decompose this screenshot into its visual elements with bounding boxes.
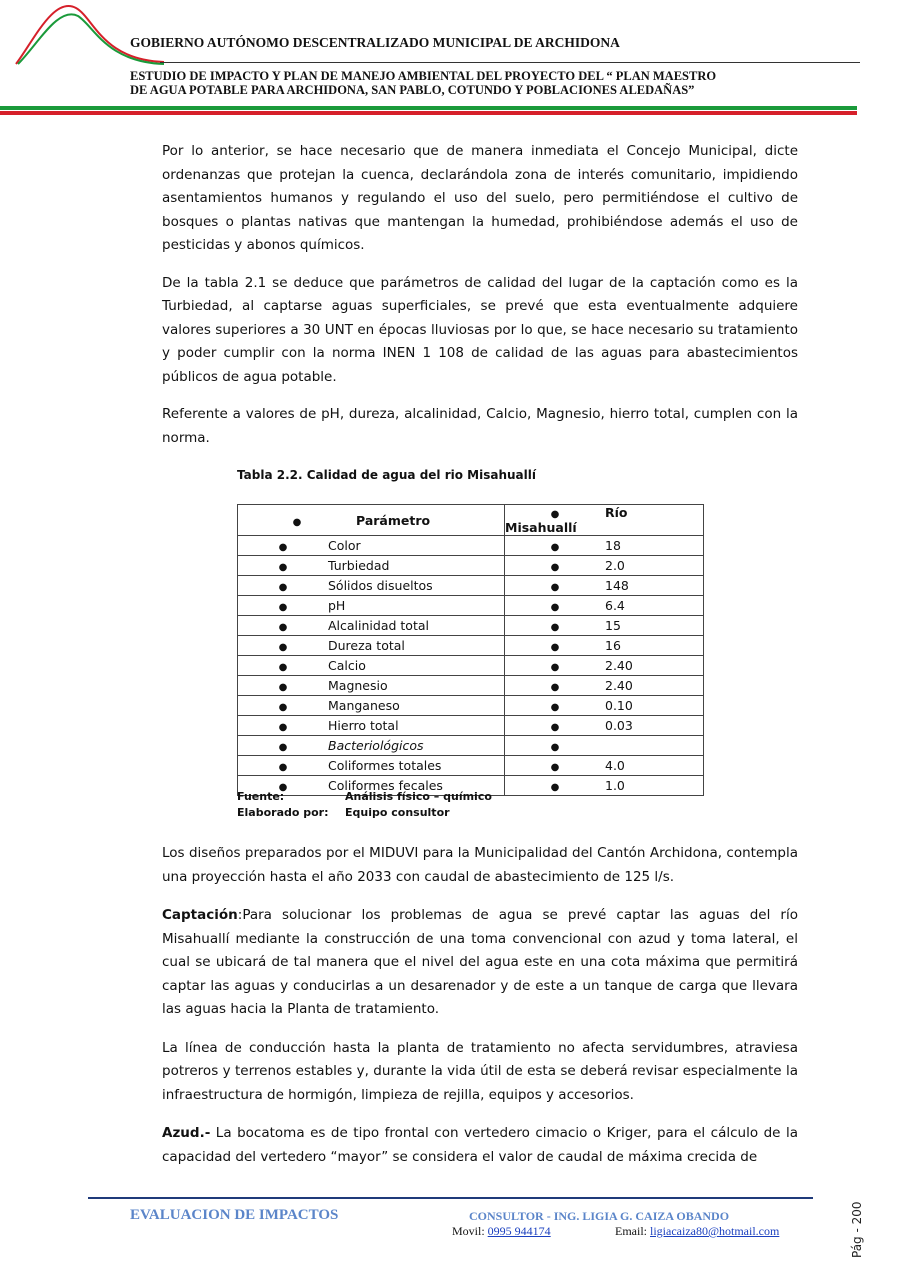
footer-consultant: CONSULTOR - ING. LIGIA G. CAIZA OBANDO bbox=[469, 1209, 730, 1223]
water-quality-table bbox=[237, 504, 704, 796]
bullet-icon: ● bbox=[278, 742, 288, 753]
header-cell-river: ● Río Misahuallí bbox=[505, 505, 704, 536]
bullet-icon: ● bbox=[278, 682, 288, 693]
parameter-value: 1.0 bbox=[605, 778, 625, 793]
parameter-name: Bacteriológicos bbox=[328, 738, 424, 753]
table-row bbox=[238, 756, 704, 776]
value-cell bbox=[505, 716, 704, 736]
bullet-icon: ● bbox=[550, 702, 560, 713]
table-row bbox=[238, 716, 704, 736]
parameter-value: 16 bbox=[605, 638, 621, 653]
value-cell bbox=[505, 556, 704, 576]
table-row bbox=[238, 576, 704, 596]
parameter-cell bbox=[238, 756, 505, 776]
parameter-name: pH bbox=[328, 598, 346, 613]
bullet-icon: ● bbox=[550, 782, 560, 793]
parameter-name: Alcalinidad total bbox=[328, 618, 429, 633]
parameter-value: 2.40 bbox=[605, 678, 633, 693]
bullet-icon: ● bbox=[550, 542, 560, 553]
footer-section-title: EVALUACION DE IMPACTOS bbox=[130, 1207, 339, 1223]
parameter-cell bbox=[238, 716, 505, 736]
parameter-cell bbox=[238, 696, 505, 716]
parameter-value: 4.0 bbox=[605, 758, 625, 773]
table-row bbox=[238, 616, 704, 636]
bullet-icon: ● bbox=[278, 702, 288, 713]
value-cell bbox=[505, 636, 704, 656]
value-cell bbox=[505, 676, 704, 696]
bullet-icon: ● bbox=[550, 722, 560, 733]
parameter-value: 2.0 bbox=[605, 558, 625, 573]
table-source bbox=[237, 789, 492, 821]
bullet-icon: ● bbox=[292, 516, 302, 528]
parameter-name: Hierro total bbox=[328, 718, 399, 733]
parameter-name: Color bbox=[328, 538, 361, 553]
value-cell bbox=[505, 596, 704, 616]
parameter-cell bbox=[238, 636, 505, 656]
footer-email: Email: ligiacaiza80@hotmail.com bbox=[615, 1224, 780, 1238]
header-subtitle-line-1: ESTUDIO DE IMPACTO Y PLAN DE MANEJO AMBIENTAL DEL PROYECTO DEL “ PLAN MAESTRO bbox=[130, 69, 717, 83]
phone-link[interactable]: 0995 944174 bbox=[487, 1224, 551, 1238]
table-caption: Tabla 2.2. Calidad de agua del rio Misahuallí bbox=[237, 468, 536, 482]
parameter-name: Magnesio bbox=[328, 678, 388, 693]
header-title: GOBIERNO AUTÓNOMO DESCENTRALIZADO MUNICIPAL DE ARCHIDONA bbox=[130, 35, 620, 50]
table-row bbox=[238, 556, 704, 576]
parameter-cell bbox=[238, 676, 505, 696]
parameter-value: 2.40 bbox=[605, 658, 633, 673]
bullet-icon: ● bbox=[278, 542, 288, 553]
table-row bbox=[238, 536, 704, 556]
value-cell bbox=[505, 536, 704, 556]
bullet-icon: ● bbox=[550, 742, 560, 753]
table-row bbox=[238, 696, 704, 716]
bullet-icon: ● bbox=[550, 762, 560, 773]
parameter-name: Turbiedad bbox=[328, 558, 390, 573]
table-row bbox=[238, 596, 704, 616]
parameter-name: Calcio bbox=[328, 658, 366, 673]
bullet-icon: ● bbox=[278, 762, 288, 773]
parameter-value: 148 bbox=[605, 578, 629, 593]
parameter-name: Coliformes totales bbox=[328, 758, 442, 773]
body-text-top bbox=[162, 140, 798, 464]
value-cell bbox=[505, 756, 704, 776]
body-text-bottom bbox=[162, 842, 798, 1184]
author-line: Elaborado por: Equipo consultor bbox=[237, 806, 450, 819]
paragraph: La línea de conducción hasta la planta de tratamiento no afecta servidumbres, atraviesa potreros y terrenos estables y, durante la vida útil de esta se deberá revisar especialmente la infraestructura de hormigón, limpieza de rejilla, equipos y accesorios. bbox=[162, 1039, 798, 1103]
value-cell bbox=[505, 696, 704, 716]
bullet-icon: ● bbox=[278, 582, 288, 593]
header-subtitle bbox=[130, 69, 830, 97]
value-cell bbox=[505, 656, 704, 676]
table-row bbox=[238, 636, 704, 656]
parameter-cell bbox=[238, 556, 505, 576]
parameter-name: Manganeso bbox=[328, 698, 400, 713]
header-green-stripe bbox=[0, 106, 857, 110]
table-header-row bbox=[238, 505, 704, 536]
value-cell bbox=[505, 736, 704, 756]
parameter-cell bbox=[238, 736, 505, 756]
footer-rule bbox=[88, 1197, 813, 1199]
bullet-icon: ● bbox=[550, 562, 560, 573]
bullet-icon: ● bbox=[278, 622, 288, 633]
bullet-icon: ● bbox=[550, 582, 560, 593]
bullet-icon: ● bbox=[278, 782, 288, 793]
bullet-icon: ● bbox=[550, 509, 560, 520]
header-subtitle-line-2: DE AGUA POTABLE PARA ARCHIDONA, SAN PABLO, COTUNDO Y POBLACIONES ALEDAÑAS” bbox=[130, 83, 695, 97]
header-rule bbox=[160, 62, 860, 63]
parameter-cell bbox=[238, 596, 505, 616]
paragraph: Por lo anterior, se hace necesario que de manera inmediata el Concejo Municipal, dicte ordenanzas que protejan la cuenca, declarándola zona de interés comunitario, impidiendo asentamientos humanos y regulando el uso del suelo, pero permitiéndose el cultivo de bosques o plantas nativas que mantengan la humedad, prohibiéndose además el uso de pesticidas y abonos químicos. bbox=[162, 143, 798, 253]
email-link[interactable]: ligiacaiza80@hotmail.com bbox=[650, 1224, 780, 1238]
bullet-icon: ● bbox=[278, 722, 288, 733]
parameter-value: 6.4 bbox=[605, 598, 625, 613]
parameter-cell bbox=[238, 536, 505, 556]
parameter-value: 18 bbox=[605, 538, 621, 553]
paragraph: Referente a valores de pH, dureza, alcalinidad, Calcio, Magnesio, hierro total, cumplen con la norma. bbox=[162, 406, 798, 446]
parameter-value: 0.10 bbox=[605, 698, 633, 713]
header-red-stripe bbox=[0, 111, 857, 115]
parameter-cell bbox=[238, 616, 505, 636]
bullet-icon: ● bbox=[550, 642, 560, 653]
parameter-value: 0.03 bbox=[605, 718, 633, 733]
parameter-name: Sólidos disueltos bbox=[328, 578, 433, 593]
parameter-cell bbox=[238, 576, 505, 596]
source-line: Fuente: Análisis físico – químico bbox=[237, 790, 492, 803]
bullet-icon: ● bbox=[278, 602, 288, 613]
footer-phone: Movil: 0995 944174 bbox=[452, 1224, 551, 1238]
paragraph-captacion: Captación:Para solucionar los problemas de agua se prevé captar las aguas del río Misahuallí mediante la construcción de una toma convencional con azud y toma lateral, el cual se ubicará de tal manera que el nivel del agua este en una cota máxima que permitirá captar las aguas y conducirlas a un desarenador y de este a un tanque de carga que llevara las aguas hacia la Planta de tratamiento. bbox=[162, 907, 798, 1017]
header-cell-parameter: ● Parámetro bbox=[238, 505, 505, 536]
parameter-name: Coliformes fecales bbox=[328, 778, 443, 793]
page-number: Pág - 200 bbox=[850, 1201, 864, 1258]
paragraph: Los diseños preparados por el MIDUVI para la Municipalidad del Cantón Archidona, contempla una proyección hasta el año 2033 con caudal de abastecimiento de 125 l/s. bbox=[162, 845, 798, 885]
bullet-icon: ● bbox=[550, 602, 560, 613]
paragraph: De la tabla 2.1 se deduce que parámetros de calidad del lugar de la captación como es la Turbiedad, al captarse aguas superficiales, se prevé que esta eventualmente adquiere valores superiores a 30 UNT en épocas lluviosas por lo que, se hace necesario su tratamiento y poder cumplir con la norma INEN 1 108 de calidad de las aguas para abastecimientos públicos de agua potable. bbox=[162, 274, 798, 385]
parameter-cell bbox=[238, 656, 505, 676]
bullet-icon: ● bbox=[278, 662, 288, 673]
bullet-icon: ● bbox=[550, 662, 560, 673]
value-cell bbox=[505, 576, 704, 596]
bullet-icon: ● bbox=[550, 682, 560, 693]
value-cell bbox=[505, 616, 704, 636]
bullet-icon: ● bbox=[278, 562, 288, 573]
bullet-icon: ● bbox=[550, 622, 560, 633]
table-row bbox=[238, 676, 704, 696]
bullet-icon: ● bbox=[278, 642, 288, 653]
table-row bbox=[238, 736, 704, 756]
value-cell bbox=[505, 776, 704, 796]
table-row bbox=[238, 656, 704, 676]
parameter-name: Dureza total bbox=[328, 638, 405, 653]
paragraph-azud: Azud.- La bocatoma es de tipo frontal con vertedero cimacio o Kriger, para el cálculo de la capacidad del vertedero “mayor” se considera el valor de caudal de máxima crecida de bbox=[162, 1125, 798, 1165]
parameter-value: 15 bbox=[605, 618, 621, 633]
